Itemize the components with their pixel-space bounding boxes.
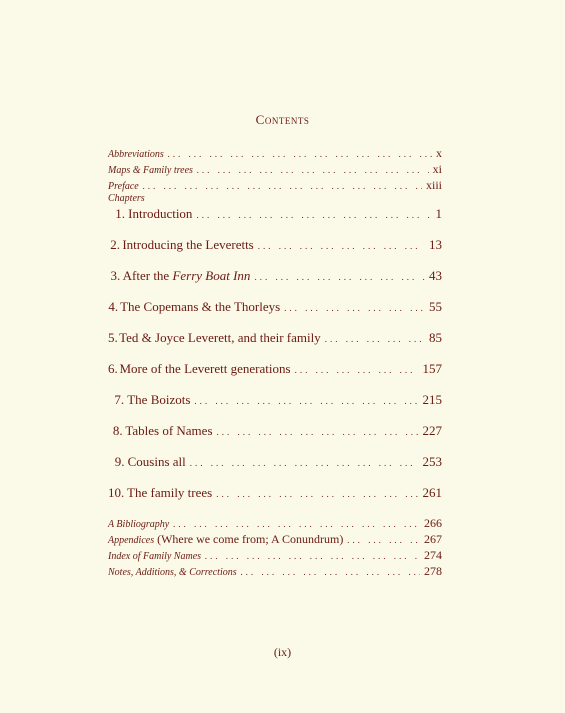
- chapter-page: 43: [429, 268, 442, 283]
- chapter-title: Ted & Joyce Leverett, and their family: [119, 330, 321, 345]
- chapter-title: The family trees: [127, 485, 213, 500]
- chapter-title: After the Ferry Boat Inn: [122, 268, 251, 283]
- chapter-number: 8.: [112, 423, 123, 438]
- chapter-title: More of the Leverett generations: [119, 361, 291, 376]
- toc-entry-label: Notes, Additions, & Corrections: [108, 567, 237, 578]
- toc-entry-page: xiii: [425, 178, 442, 192]
- toc-entry-page: xi: [432, 162, 442, 176]
- leader-dots: [173, 519, 420, 529]
- chapter-page: 227: [422, 423, 442, 438]
- toc-chapter-7: [108, 392, 442, 410]
- leader-dots: [217, 427, 419, 437]
- toc-entry-label: Abbreviations: [108, 149, 164, 160]
- chapter-number: 2.: [110, 237, 121, 252]
- leader-dots: [347, 535, 420, 545]
- chapters-heading: Chapters: [108, 193, 145, 204]
- leader-dots: [197, 165, 429, 175]
- toc-chapter-8: [108, 423, 442, 441]
- chapter-number: 6.: [108, 361, 118, 376]
- toc-entry-page: 266: [424, 516, 442, 530]
- chapter-number: 4.: [108, 299, 119, 314]
- toc-chapter-9: [108, 454, 442, 472]
- toc-entry-label: Appendices (Where we come from; A Conundrum): [108, 532, 344, 546]
- leader-dots: [190, 458, 419, 468]
- toc-entry-preface: [108, 178, 442, 192]
- chapter-page: 13: [429, 237, 442, 252]
- chapter-number: 7.: [114, 392, 125, 407]
- chapter-page: 1: [435, 206, 442, 221]
- toc-entry-label: A Bibliography: [108, 519, 170, 530]
- toc-chapter-10: [108, 485, 442, 503]
- page-number: (ix): [273, 645, 292, 659]
- chapter-number: 5.: [108, 330, 118, 345]
- leader-dots: [143, 181, 422, 191]
- toc-chapter-2: [108, 237, 442, 255]
- chapter-title: Introduction: [128, 206, 193, 221]
- chapter-page: 261: [422, 485, 442, 500]
- chapter-page: 85: [429, 330, 442, 345]
- chapter-number: 10.: [108, 485, 125, 500]
- chapter-page: 215: [422, 392, 442, 407]
- toc-entry-index: [108, 548, 442, 562]
- toc-chapter-6: [108, 361, 442, 379]
- toc-chapter-1: [108, 206, 442, 224]
- chapter-page: 253: [422, 454, 442, 469]
- page-title: Contents: [255, 112, 310, 127]
- chapter-number: 9.: [114, 454, 125, 469]
- toc-entry-appendices: [108, 532, 442, 546]
- toc-entry-page: 274: [424, 548, 442, 562]
- toc-entry-bibliography: [108, 516, 442, 530]
- chapter-title: The Boizots: [127, 392, 191, 407]
- leader-dots: [284, 303, 425, 313]
- chapter-title: Introducing the Leveretts: [122, 237, 254, 252]
- leader-dots: [196, 210, 431, 220]
- toc-entry-page: x: [436, 146, 442, 160]
- toc-chapter-3: [108, 268, 442, 286]
- toc-chapter-4: [108, 299, 442, 317]
- leader-dots: [194, 396, 418, 406]
- chapter-title: Cousins all: [127, 454, 186, 469]
- chapter-number: 1.: [115, 206, 125, 221]
- toc-entry-page: 267: [424, 532, 442, 546]
- toc-entry-label: Index of Family Names: [108, 551, 202, 562]
- chapter-page: 55: [429, 299, 443, 314]
- toc-entry-abbreviations: [108, 146, 442, 160]
- toc-chapter-5: [108, 330, 442, 348]
- toc-entry-page: 278: [424, 564, 442, 578]
- toc-entry-label: Maps & Family trees: [108, 165, 193, 176]
- toc-entry-label: Preface: [108, 181, 139, 192]
- leader-dots: [325, 334, 425, 344]
- leader-dots: [241, 567, 420, 577]
- toc-entry-notes: [108, 564, 442, 578]
- leader-dots: [205, 551, 420, 561]
- leader-dots: [258, 241, 425, 251]
- toc-entry-maps: [108, 162, 442, 176]
- leader-dots: [168, 149, 432, 159]
- chapter-title: Tables of Names: [125, 423, 213, 438]
- chapter-number: 3.: [110, 268, 121, 283]
- leader-dots: [254, 272, 425, 282]
- leader-dots: [216, 489, 418, 499]
- chapter-page: 157: [422, 361, 442, 376]
- chapter-title: The Copemans & the Thorleys: [120, 299, 281, 314]
- leader-dots: [295, 365, 419, 375]
